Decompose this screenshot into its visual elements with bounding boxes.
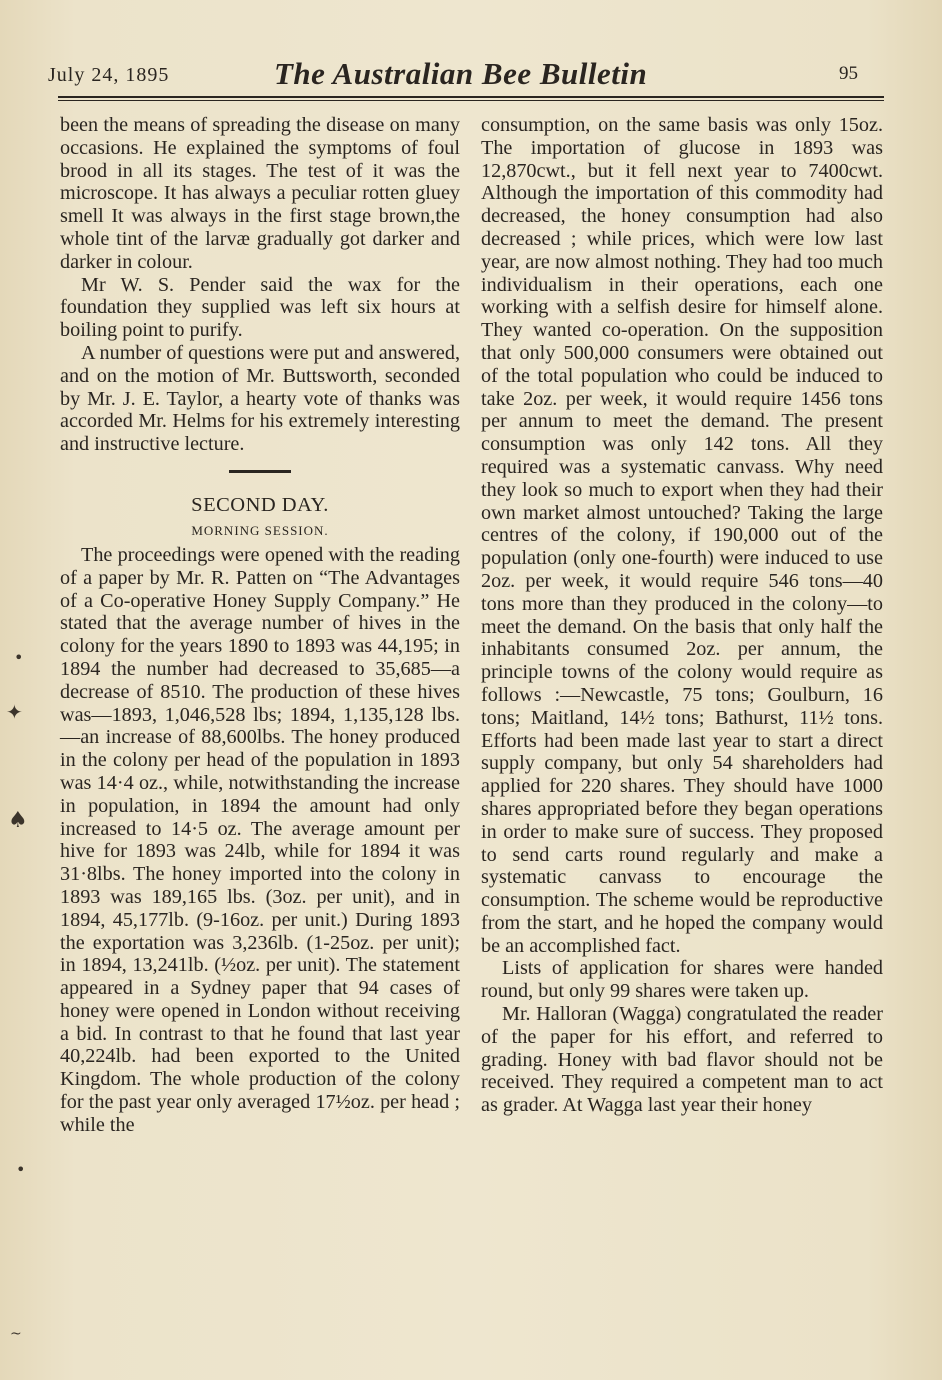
- ink-speck-icon: •: [14, 648, 24, 667]
- section-title: SECOND DAY.: [191, 493, 329, 516]
- left-paragraph: been the means of spreading the disease on many occasions. He explained the symptoms of foul brood in all its stages. The test of it was the microscope. It has always a peculiar rotten gluey smell It was always in the first stage brown,the whole tint of the larvæ gradually got darker and darker in colour.: [60, 114, 460, 273]
- right-paragraph: Mr. Halloran (Wagga) congratulated the reader of the paper for his effort, and referred to grading. Honey with bad flavor should not be received. They required a competent man to act as grader. At Wagga last year their honey: [481, 1003, 883, 1117]
- left-paragraph: A number of questions were put and answered, and on the motion of Mr. Buttsworth, seconded by Mr. J. E. Taylor, a hearty vote of thanks was accorded Mr. Helms for his extremely interesting and instructive lecture.: [60, 341, 460, 456]
- left-column: [60, 114, 460, 1137]
- page-header: [48, 58, 884, 96]
- right-paragraph: consumption, on the same basis was only 15oz. The importation of glucose in 1893 was 12,870cwt., but it fell next year to 7400cwt. Although the importation of this commodity had decreased, the honey consumption had also decreased ; while prices, which were low last year, are now almost nothing. They had too much individualism in their operations, each one working with a selfish desire for himself alone. They wanted co-operation. On the supposition that only 500,000 consumers were obtained out of the total population who could be induced to take 2oz. per week, it would require 1456 tons per annum to meet the demand. The present consumption was only 142 tons. All they required was a systematic canvass. Why need they look so much to export when they had their own market almost untouched? Taking the large centres of the colony, if 190,000 out of the population (only one-fourth) were induced to use 2oz. per week, it would require 546 tons—40 tons more than they produced in the colony—to meet the demand. On the basis that only half the inhabitants consumed 2oz. per annum, the principle towns of the colony would require as follows :—Newcastle, 75 tons; Goulburn, 16 tons; Maitland, 14½ tons; Bathurst, 11½ tons. Efforts had been made last year to start a direct supply company, but only 54 shareholders had applied for 220 shares. They should have 1000 shares appropriated before they began operations in order to make sure of success. They proposed to send carts round regularly and make a systematic canvass to encourage the consumption. The scheme would be reproductive from the start, and he hoped the company would be an accomplished fact.: [481, 114, 883, 957]
- publication-title: The Australian Bee Bulletin: [274, 56, 648, 91]
- ink-speck-icon: ~: [10, 1326, 22, 1342]
- left-paragraph: Mr W. S. Pender said the wax for the foundation they supplied was left six hours at boiling point to purify.: [60, 273, 460, 342]
- issue-date: July 24, 1895: [48, 64, 170, 86]
- ink-speck-icon: ✦: [6, 700, 23, 724]
- header-rule: [58, 96, 884, 98]
- right-paragraph: Lists of application for shares were handed round, but only 99 shares were taken up.: [481, 957, 883, 1003]
- ink-speck-icon: •: [16, 1160, 26, 1179]
- session-title: MORNING SESSION.: [191, 522, 329, 538]
- right-column: [481, 114, 883, 1117]
- left-paragraph: The proceedings were opened with the reading of a paper by Mr. R. Patten on “The Advantages of a Co-operative Honey Supply Company.” He stated that the average number of hives in the colony for the years 1890 to 1893 was 44,195; in 1894 the number had decreased to 35,685—a decrease of 8510. The production of these hives was—1893, 1,046,528 lbs; 1894, 1,135,128 lbs.—an increase of 88,600lbs. The honey produced in the colony per head of the population in 1893 was 14·4 oz., while, notwithstanding the increase in population, in 1894 the amount had only increased to 14·5 oz. The average amount per hive for 1893 was 24lb, while for 1894 it was 31·8lbs. The honey imported into the colony in 1893 was 189,165 lbs. (3oz. per unit), and in 1894, 45,177lb. (9-16oz. per unit.) During 1893 the exportation was 3,236lb. (1-25oz. per unit); in 1894, 13,241lb. (½oz. per unit). The statement appeared in a Sydney paper that 94 cases of honey were opened in London without receiving a bid. In contrast to that he found that last year 40,224lb. had been exported to the United Kingdom. The whole production of the colony for the past year only averaged 17½oz. per head ; while the: [60, 543, 460, 1136]
- page-number: 95: [839, 63, 858, 84]
- section-divider: [229, 470, 291, 473]
- ink-speck-icon: ♠: [8, 808, 28, 833]
- header-rule-thin: [58, 100, 884, 101]
